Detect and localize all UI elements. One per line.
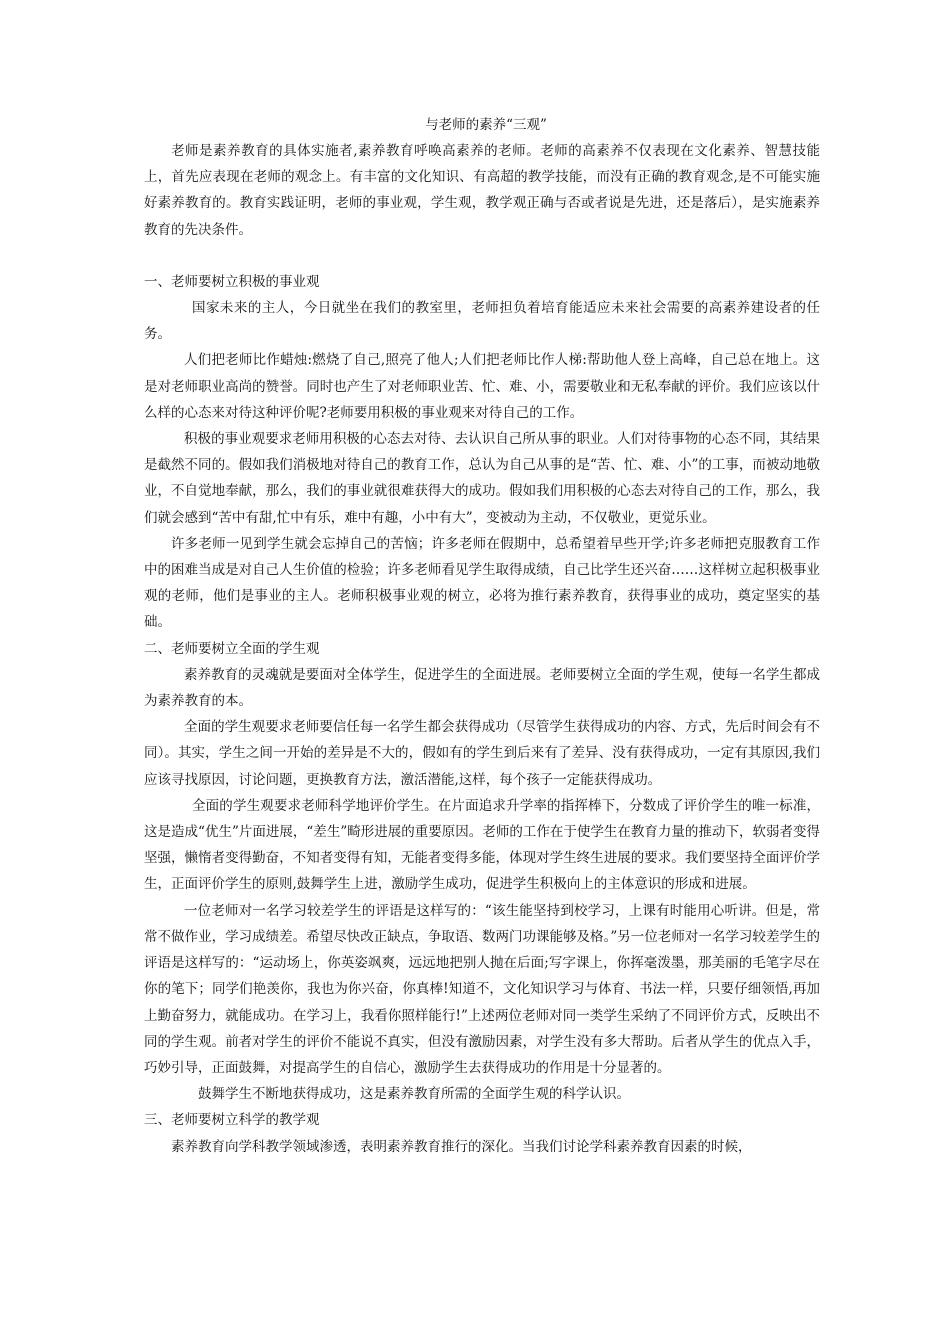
section-2-paragraph-4: 一位老师对一名学习较差学生的评语是这样写的：“该生能坚持到校学习，上课有时能用心听讲。但是，常常不做作业，学习成绩差。希望尽快改正缺点，争取语、数两门功课能够及格。”另一位老师对一名学习较差学生的评语是这样写的：“运动场上，你英姿飒爽，远远地把别人抛在后面;写字课上，你挥毫泼墨，那美丽的毛笔字尽在你的笔下；同学们艳羡你，我也为你兴奋，你真棒!知道不，文化知识学习与体育、书法一样，只要仔细领悟,再加上勤奋努力，就能成功。在学习上，我看你照样能行!”上述两位老师对同一类学生采纳了不同评价方式，反映出不同的学生观。前者对学生的评价不能说不真实，但没有激励因素，对学生没有多大帮助。后者从学生的优点入手，巧妙引导，正面鼓舞，对提高学生的自信心，激励学生去获得成功的作用是十分显著的。 — [144, 902, 820, 1076]
section-2-paragraph-1: 素养教育的灵魂就是要面对全体学生，促进学生的全面进展。老师要树立全面的学生观，使每一名学生都成为素养教育的本。 — [144, 666, 820, 710]
section-1-paragraph-4: 许多老师一见到学生就会忘掉自己的苦恼；许多老师在假期中，总希望着早些开学;许多老师把克服教育工作中的困难当成是对自己人生价值的检验；许多老师看见学生取得成绩，自己比学生还兴奋……这样树立起积极事业观的老师，他们是事业的主人。老师积极事业观的树立，必将为推行素养教育，获得事业的成功，奠定坚实的基础。 — [144, 535, 820, 631]
section-1-heading: 一、老师要树立积极的事业观 — [144, 273, 320, 290]
section-2-paragraph-3: 全面的学生观要求老师科学地评价学生。在片面追求升学率的指挥棒下，分数成了评价学生的唯一标准，这是造成“优生”片面进展，“差生”畸形进展的重要原因。老师的工作在于使学生在教育力量的推动下，软弱者变得坚强，懒惰者变得勤奋，不知者变得有知，无能者变得多能，体现对学生终生进展的要求。我们要坚持全面评价学生，正面评价学生的原则,鼓舞学生上进，激励学生成功，促进学生积极向上的主体意识的形成和进展。 — [144, 797, 820, 893]
section-2-paragraph-2: 全面的学生观要求老师要信任每一名学生都会获得成功（尽管学生获得成功的内容、方式，先后时间会有不同）。其实，学生之间一开始的差异是不大的，假如有的学生到后来有了差异、没有获得成功，一定有其原因,我们应该寻找原因，讨论问题，更换教育方法，激活潜能,这样，每个孩子一定能获得成功。 — [144, 719, 820, 788]
section-3-heading: 三、老师要树立科学的教学观 — [144, 1112, 320, 1129]
section-3-paragraph-1: 素养教育向学科教学领域渗透，表明素养教育推行的深化。当我们讨论学科素养教育因素的时候， — [171, 1138, 752, 1155]
section-2-heading: 二、老师要树立全面的学生观 — [144, 640, 320, 657]
section-1-paragraph-1: 国家未来的主人，今日就坐在我们的教室里，老师担负着培育能适应未来社会需要的高素养建设者的任务。 — [144, 300, 820, 343]
document-page — [144, 112, 820, 1160]
intro-paragraph: 老师是素养教育的具体实施者,素养教育呼唤高素养的老师。老师的高素养不仅表现在文化素养、智慧技能上，首先应表现在老师的观念上。有丰富的文化知识、有高超的教学技能，而没有正确的教育观念,是不可能实施好素养教育的。教育实践证明，老师的事业观，学生观，教学观正确与否或者说是先进，还是落后），是实施素养教育的先决条件。 — [144, 143, 820, 238]
section-1-paragraph-3: 积极的事业观要求老师用积极的心态去对待、去认识自己所从事的职业。人们对待事物的心态不同，其结果是截然不同的。假如我们消极地对待自己的教育工作，总认为自己从事的是“苦、忙、难、小”的工事，而被动地敬业，不自觉地奉献，那么，我们的事业就很难获得大的成功。假如我们用积极的心态去对待自己的工作，那么，我们就会感到“苦中有甜,忙中有乐，难中有趣，小中有大”，变被动为主动，不仅敬业，更觉乐业。 — [144, 431, 820, 526]
section-2-paragraph-5: 鼓舞学生不断地获得成功，这是素养教育所需的全面学生观的科学认识。 — [198, 1086, 630, 1103]
blank-line — [144, 243, 820, 269]
document-title: 与老师的素养“三观” — [425, 117, 547, 133]
section-1-paragraph-2: 人们把老师比作蜡烛:燃烧了自己,照亮了他人;人们把老师比作人梯:帮助他人登上高峰，自己总在地上。这是对老师职业高尚的赞誉。同时也产生了对老师职业苦、忙、难、小，需要敬业和无私奉献的评价。我们应该以什么样的心态来对待这种评价呢?老师要用积极的事业观来对待自己的工作。 — [144, 352, 820, 421]
